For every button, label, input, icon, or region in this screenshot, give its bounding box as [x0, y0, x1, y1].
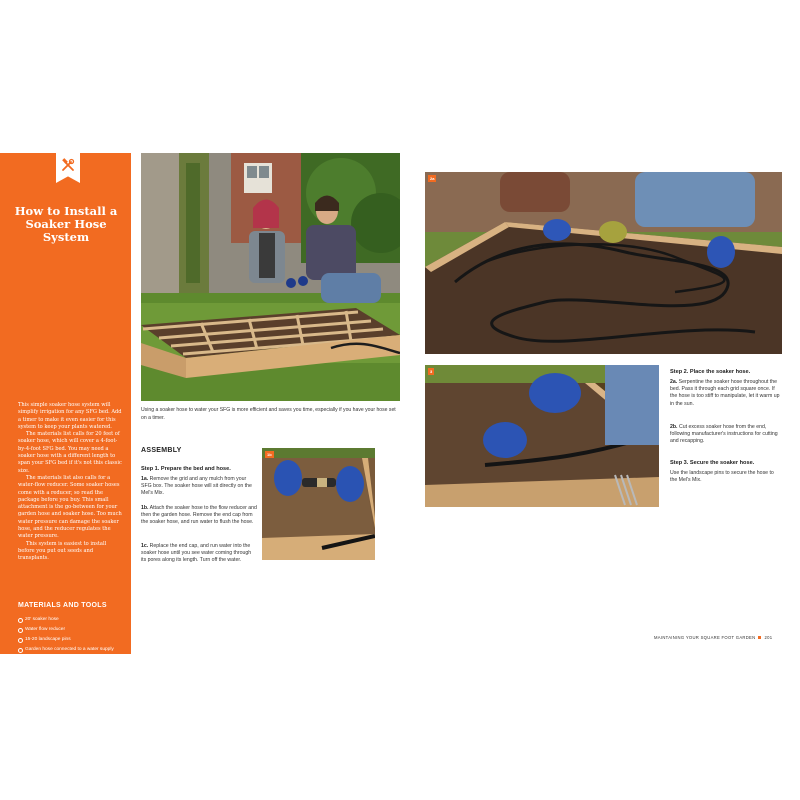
step2b-label: 2b.: [670, 424, 678, 430]
photo-label: 1b: [267, 452, 272, 457]
materials-item: Garden hose connected to a water supply: [18, 647, 122, 653]
folio-left: [18, 788, 120, 793]
sidebar-title: How to Install a Soaker Hose System: [14, 204, 118, 244]
photo-label: 2a: [430, 176, 435, 181]
sidebar-paragraph: This simple soaker hose system will simplify irrigation for any SFG bed. Add a timer to make it even easier for this system to keep your plants watered.: [18, 402, 122, 430]
materials-heading: MATERIALS AND TOOLS: [18, 602, 107, 609]
sidebar-paragraph: The materials list also calls for a water-flow reducer. Some soaker hoses come with a reducer, so read the package before you buy. This small attachment is the go-between for your garden hose and soaker hose. Too much water pressure can damage the soaker hose, and the reducer regulates the water pressure.: [18, 474, 122, 540]
book-title-left: ALL NEW SQUARE FOOT GARDENING: [34, 788, 120, 793]
sidebar-paragraph: The materials list calls for 20 feet of soaker hose, which will cover a 4-foot-by-4-foot SFG bed. You may need a soaker hose with a different length to span your SFG bed if it's not this classic size.: [18, 431, 122, 474]
tools-icon: [61, 158, 75, 172]
folio-right: [654, 635, 772, 640]
folio-square-icon: [758, 636, 761, 639]
step1c-text: [141, 543, 257, 565]
book-section-right: MAINTAINING YOUR SQUARE FOOT GARDEN: [654, 635, 756, 640]
materials-item: 20' soaker hose: [18, 617, 122, 623]
materials-item: Water flow reducer: [18, 627, 122, 633]
step1a-text: [141, 476, 257, 498]
step2a-text: [670, 379, 782, 408]
tools-badge: [56, 153, 80, 183]
sidebar-body: [18, 402, 122, 563]
step3-title: Step 3. Secure the soaker hose.: [670, 460, 755, 466]
page-number-left: 200: [18, 788, 26, 793]
sidebar-panel: [0, 153, 131, 793]
step2b-text: [670, 424, 782, 446]
step1b-label: 1b.: [141, 505, 149, 511]
step2b-body: Cut excess soaker hose from the end, following manufacturer's instructions for cutting and recapping.: [670, 424, 778, 445]
step1b-body: Attach the soaker hose to the flow reducer and then the garden hose. Remove the end cap from the soaker hose, and run water to flush the hose.: [141, 505, 257, 526]
step2-title: Step 2. Place the soaker hose.: [670, 369, 751, 375]
photo-step-1b: [262, 448, 375, 560]
main-photo: [141, 153, 400, 401]
step1c-body: Replace the end cap, and run water into the soaker hose until you see water coming through its pores along its length. Turn off the water.: [141, 543, 252, 564]
materials-item: 15-20 landscape pins: [18, 637, 122, 643]
step1a-body: Remove the grid and any mulch from your SFG box. The soaker hose will sit directly on the Mel's Mix.: [141, 476, 252, 497]
step2a-body: Serpentine the soaker hose throughout the bed. Pass it through each grid square once. If the hose is too stiff to manipulate, let it warm up in the sun.: [670, 379, 780, 407]
step3-text: Use the landscape pins to secure the hose to the Mel's Mix.: [670, 470, 774, 484]
photo-step-2a: [425, 172, 782, 354]
photo-caption: Using a soaker hose to water your SFG is more efficient and saves you time, especially if you have your hose set on a timer.: [141, 407, 396, 421]
step1-title: Step 1. Prepare the bed and hose.: [141, 466, 231, 472]
step1c-label: 1c.: [141, 543, 149, 549]
photo-step-3: [425, 365, 659, 507]
folio-square-icon: [29, 789, 32, 792]
photo-label: 3: [430, 369, 433, 374]
sidebar-paragraph: This system is easiest to install before you put out seeds and transplants.: [18, 540, 107, 562]
step1b-text: [141, 505, 257, 527]
assembly-heading: ASSEMBLY: [141, 447, 182, 454]
materials-list: [18, 617, 122, 657]
page-number-right: 201: [764, 635, 773, 640]
step1a-label: 1a.: [141, 476, 149, 482]
step2a-label: 2a.: [670, 379, 678, 385]
